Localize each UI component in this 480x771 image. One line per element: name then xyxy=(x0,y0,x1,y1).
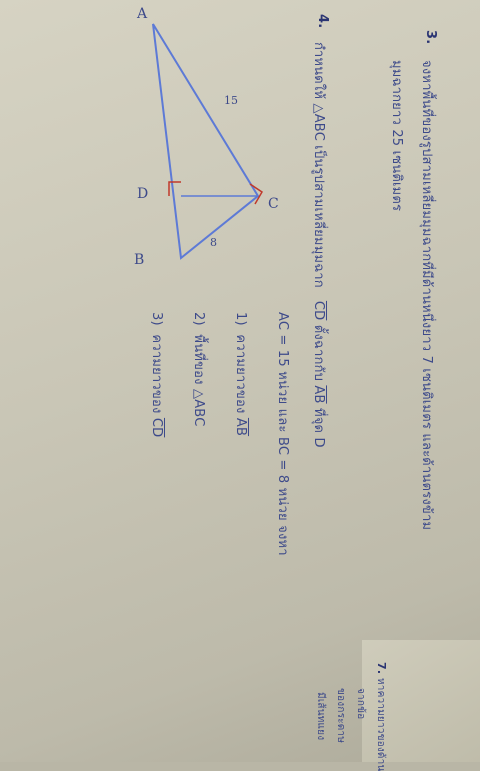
vertex-label-b: B xyxy=(134,252,145,268)
problem3-number: 3. xyxy=(423,30,438,45)
segment-ab: $\overline{AB}$ xyxy=(311,385,326,404)
margin-line1: หาความยาวของด้าน xyxy=(375,678,386,771)
segment-cd: $\overline{CD}$ xyxy=(311,300,326,321)
side-label-ac: 15 xyxy=(224,94,238,107)
problem4-given: AC = 15 หน่วย และ BC = 8 หน่วย จงหา xyxy=(275,312,290,556)
question-1-number: 1) xyxy=(233,312,248,326)
margin-item-number: 7. xyxy=(375,662,388,675)
triangle-abc xyxy=(153,24,258,258)
vertex-label-c: C xyxy=(268,196,279,212)
question-1-text: ความยาวของ xyxy=(233,334,248,414)
problem3-line2: มุมฉากยาว 25 เซนติเมตร xyxy=(389,60,404,212)
margin-line4: มีเส้นทแยง xyxy=(315,692,326,741)
question-3-segment: $\overline{CD}$ xyxy=(149,417,164,438)
right-angle-marker-d xyxy=(169,182,181,196)
question-3-number: 3) xyxy=(149,312,164,326)
problem4-intro: กำหนดให้ △ABC เป็นรูปสามเหลี่ยมมุมฉาก xyxy=(311,42,326,288)
question-3-text: ความยาวของ xyxy=(149,334,164,414)
vertex-label-a: A xyxy=(137,6,148,22)
problem4-number: 4. xyxy=(315,14,330,29)
problem4-point-d: ที่จุด D xyxy=(311,407,326,448)
question-1-segment: $\overline{AB}$ xyxy=(233,417,248,437)
problem3-line1: จงหาพื้นที่ของรูปสามเหลี่ยมมุมฉากที่มีด้านหนึ่งยาว 7 เซนติเมตร และด้านตรงข้าม xyxy=(419,60,434,531)
question-2-number: 2) xyxy=(191,312,206,326)
question-2-text: พื้นที่ของ △ABC xyxy=(191,334,206,427)
question-1 xyxy=(231,312,252,436)
side-label-bc: 8 xyxy=(210,236,217,249)
margin-line3: ของกระดาษ xyxy=(335,688,346,744)
question-3 xyxy=(147,312,168,437)
vertex-label-d: D xyxy=(137,186,149,202)
problem4-perp: ตั้งฉากกับ xyxy=(311,324,326,382)
question-2 xyxy=(189,312,210,426)
problem4-line1 xyxy=(309,42,330,448)
margin-line2: จากข้อ xyxy=(355,688,366,720)
